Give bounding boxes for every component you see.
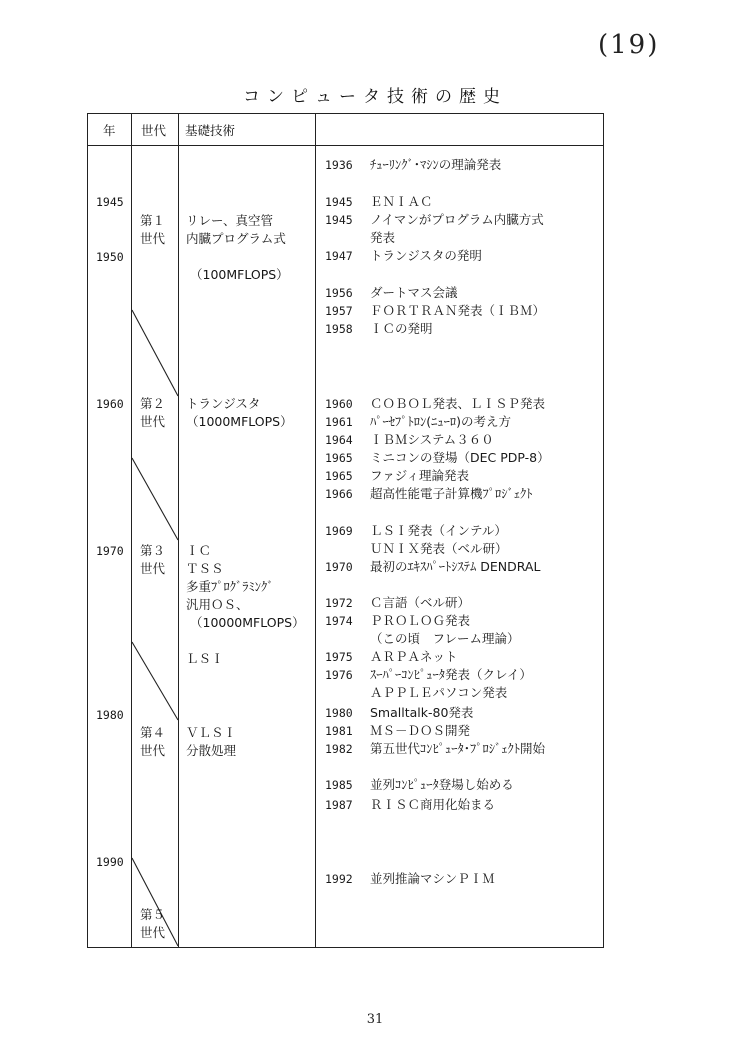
event-year: 1945 bbox=[325, 195, 353, 209]
event-year: 1961 bbox=[325, 415, 353, 429]
tech-gen1-1: リレー、真空管 bbox=[186, 213, 274, 228]
tech-gen3-2: ＴＳＳ bbox=[186, 561, 224, 576]
event-year: 1960 bbox=[325, 397, 353, 411]
event-year: 1945 bbox=[325, 213, 353, 227]
event-text: ＩＣの発明 bbox=[370, 321, 433, 336]
tech-gen2-1: トランジスタ bbox=[186, 396, 261, 411]
gen5-label-1: 第５ bbox=[140, 907, 166, 922]
event-year: 1981 bbox=[325, 724, 353, 738]
event-text: ファジィ理論発表 bbox=[370, 468, 470, 483]
event-year: 1992 bbox=[325, 872, 353, 886]
event-year: 1936 bbox=[325, 158, 353, 172]
event-text: 第五世代ｺﾝﾋﾟｭｰﾀ･ﾌﾟﾛｼﾞｪｸﾄ開始 bbox=[370, 741, 546, 756]
event-text: ＰＲＯＬＯＧ発表 bbox=[370, 613, 471, 628]
event-text: ｽｰﾊﾟｰｺﾝﾋﾟｭｰﾀ発表（クレイ） bbox=[370, 667, 532, 682]
event-text: 超高性能電子計算機ﾌﾟﾛｼﾞｪｸﾄ bbox=[370, 486, 533, 501]
gen3-label-1: 第３ bbox=[140, 543, 166, 558]
event-text: ＲＩＳＣ商用化始まる bbox=[370, 797, 496, 812]
tech-gen3-6: ＬＳＩ bbox=[186, 651, 224, 666]
header-tech: 基礎技術 bbox=[185, 123, 236, 138]
event-year: 1965 bbox=[325, 469, 353, 483]
header-generation: 世代 bbox=[141, 123, 167, 138]
gen4-label-1: 第４ bbox=[140, 725, 166, 740]
event-text: トランジスタの発明 bbox=[370, 248, 482, 263]
tech-gen2-2: （1000MFLOPS） bbox=[186, 414, 293, 429]
event-year: 1947 bbox=[325, 249, 353, 263]
event-text: ＦＯＲＴＲＡＮ発表（ＩＢＭ） bbox=[370, 303, 546, 318]
event-year: 1965 bbox=[325, 451, 353, 465]
year-1970: 1970 bbox=[96, 544, 124, 558]
footer-page-number: 31 bbox=[366, 1012, 384, 1027]
tech-gen4-2: 分散処理 bbox=[186, 743, 237, 758]
event-year: 1982 bbox=[325, 742, 353, 756]
tech-gen3-1: ＩＣ bbox=[186, 543, 212, 558]
event-year: 1972 bbox=[325, 596, 353, 610]
year-1980: 1980 bbox=[96, 708, 124, 722]
event-text: 並列ｺﾝﾋﾟｭｰﾀ登場し始める bbox=[370, 777, 514, 792]
year-1945: 1945 bbox=[96, 195, 124, 209]
tech-gen3-3: 多重ﾌﾟﾛｸﾞﾗﾐﾝｸﾞ bbox=[186, 579, 274, 594]
boundary-gen2-gen3 bbox=[132, 458, 178, 540]
event-text: ＭＳ－ＤＯＳ開発 bbox=[370, 723, 471, 738]
event-year: 1969 bbox=[325, 524, 353, 538]
event-text: ＣＯＢＯＬ発表、ＬＩＳＰ発表 bbox=[370, 396, 546, 411]
gen2-label-1: 第２ bbox=[140, 396, 166, 411]
event-text: ＡＲＰＡネット bbox=[370, 649, 458, 664]
event-year: 1980 bbox=[325, 706, 353, 720]
year-1960: 1960 bbox=[96, 397, 124, 411]
event-text: ＥＮＩＡＣ bbox=[370, 194, 433, 209]
year-1990: 1990 bbox=[96, 855, 124, 869]
tech-gen1-3: （100MFLOPS） bbox=[190, 267, 289, 282]
page-title: コンピュータ技術の歴史 bbox=[243, 87, 507, 107]
tech-gen3-4: 汎用ＯＳ、 bbox=[186, 597, 249, 612]
event-text: Smalltalk-80発表 bbox=[370, 705, 474, 720]
gen1-label-2: 世代 bbox=[140, 231, 166, 246]
handwritten-page-number: (19) bbox=[598, 30, 660, 60]
event-year: 1956 bbox=[325, 286, 353, 300]
header-year: 年 bbox=[103, 123, 116, 138]
gen2-label-2: 世代 bbox=[140, 414, 166, 429]
tech-gen4-1: ＶＬＳＩ bbox=[186, 725, 237, 740]
event-year: 1958 bbox=[325, 322, 353, 336]
event-text: 発表 bbox=[370, 230, 396, 245]
gen1-label-1: 第１ bbox=[140, 213, 166, 228]
event-text: ＵＮＩＸ発表（ベル研） bbox=[370, 541, 508, 556]
event-year: 1966 bbox=[325, 487, 353, 501]
tech-gen1-2: 内臓プログラム式 bbox=[186, 231, 286, 246]
event-text: ダートマス会議 bbox=[370, 285, 458, 300]
event-text: ＡＰＰＬＥパソコン発表 bbox=[370, 685, 508, 700]
event-text: ノイマンがプログラム内臓方式 bbox=[370, 212, 544, 227]
gen3-label-2: 世代 bbox=[140, 561, 166, 576]
event-year: 1974 bbox=[325, 614, 353, 628]
event-text: 並列推論マシンＰＩＭ bbox=[370, 871, 495, 886]
event-text: ミニコンの登場（DEC PDP-8） bbox=[370, 450, 550, 465]
event-text: ﾁｭｰﾘﾝｸﾞ･ﾏｼﾝの理論発表 bbox=[370, 157, 502, 172]
year-1950: 1950 bbox=[96, 250, 124, 264]
event-year: 1970 bbox=[325, 560, 353, 574]
event-year: 1957 bbox=[325, 304, 353, 318]
event-year: 1976 bbox=[325, 668, 353, 682]
event-text: ＩＢＭシステム３６０ bbox=[370, 432, 494, 447]
event-text: Ｃ言語（ベル研） bbox=[370, 595, 471, 610]
event-year: 1985 bbox=[325, 778, 353, 792]
gen5-label-2: 世代 bbox=[140, 925, 166, 940]
event-year: 1975 bbox=[325, 650, 353, 664]
tech-gen3-5: （10000MFLOPS） bbox=[190, 615, 305, 630]
boundary-gen3-gen4 bbox=[132, 642, 178, 720]
event-year: 1964 bbox=[325, 433, 353, 447]
event-text: ＬＳＩ発表（インテル） bbox=[370, 523, 507, 538]
event-year: 1987 bbox=[325, 798, 353, 812]
event-text: 最初のｴｷｽﾊﾟｰﾄｼｽﾃﾑ DENDRAL bbox=[370, 559, 541, 574]
event-text: （この頃 フレーム理論） bbox=[370, 631, 520, 646]
gen4-label-2: 世代 bbox=[140, 743, 166, 758]
event-text: ﾊﾟｰｾﾌﾟﾄﾛﾝ(ﾆｭｰﾛ)の考え方 bbox=[370, 414, 512, 429]
boundary-gen1-gen2 bbox=[132, 310, 178, 396]
